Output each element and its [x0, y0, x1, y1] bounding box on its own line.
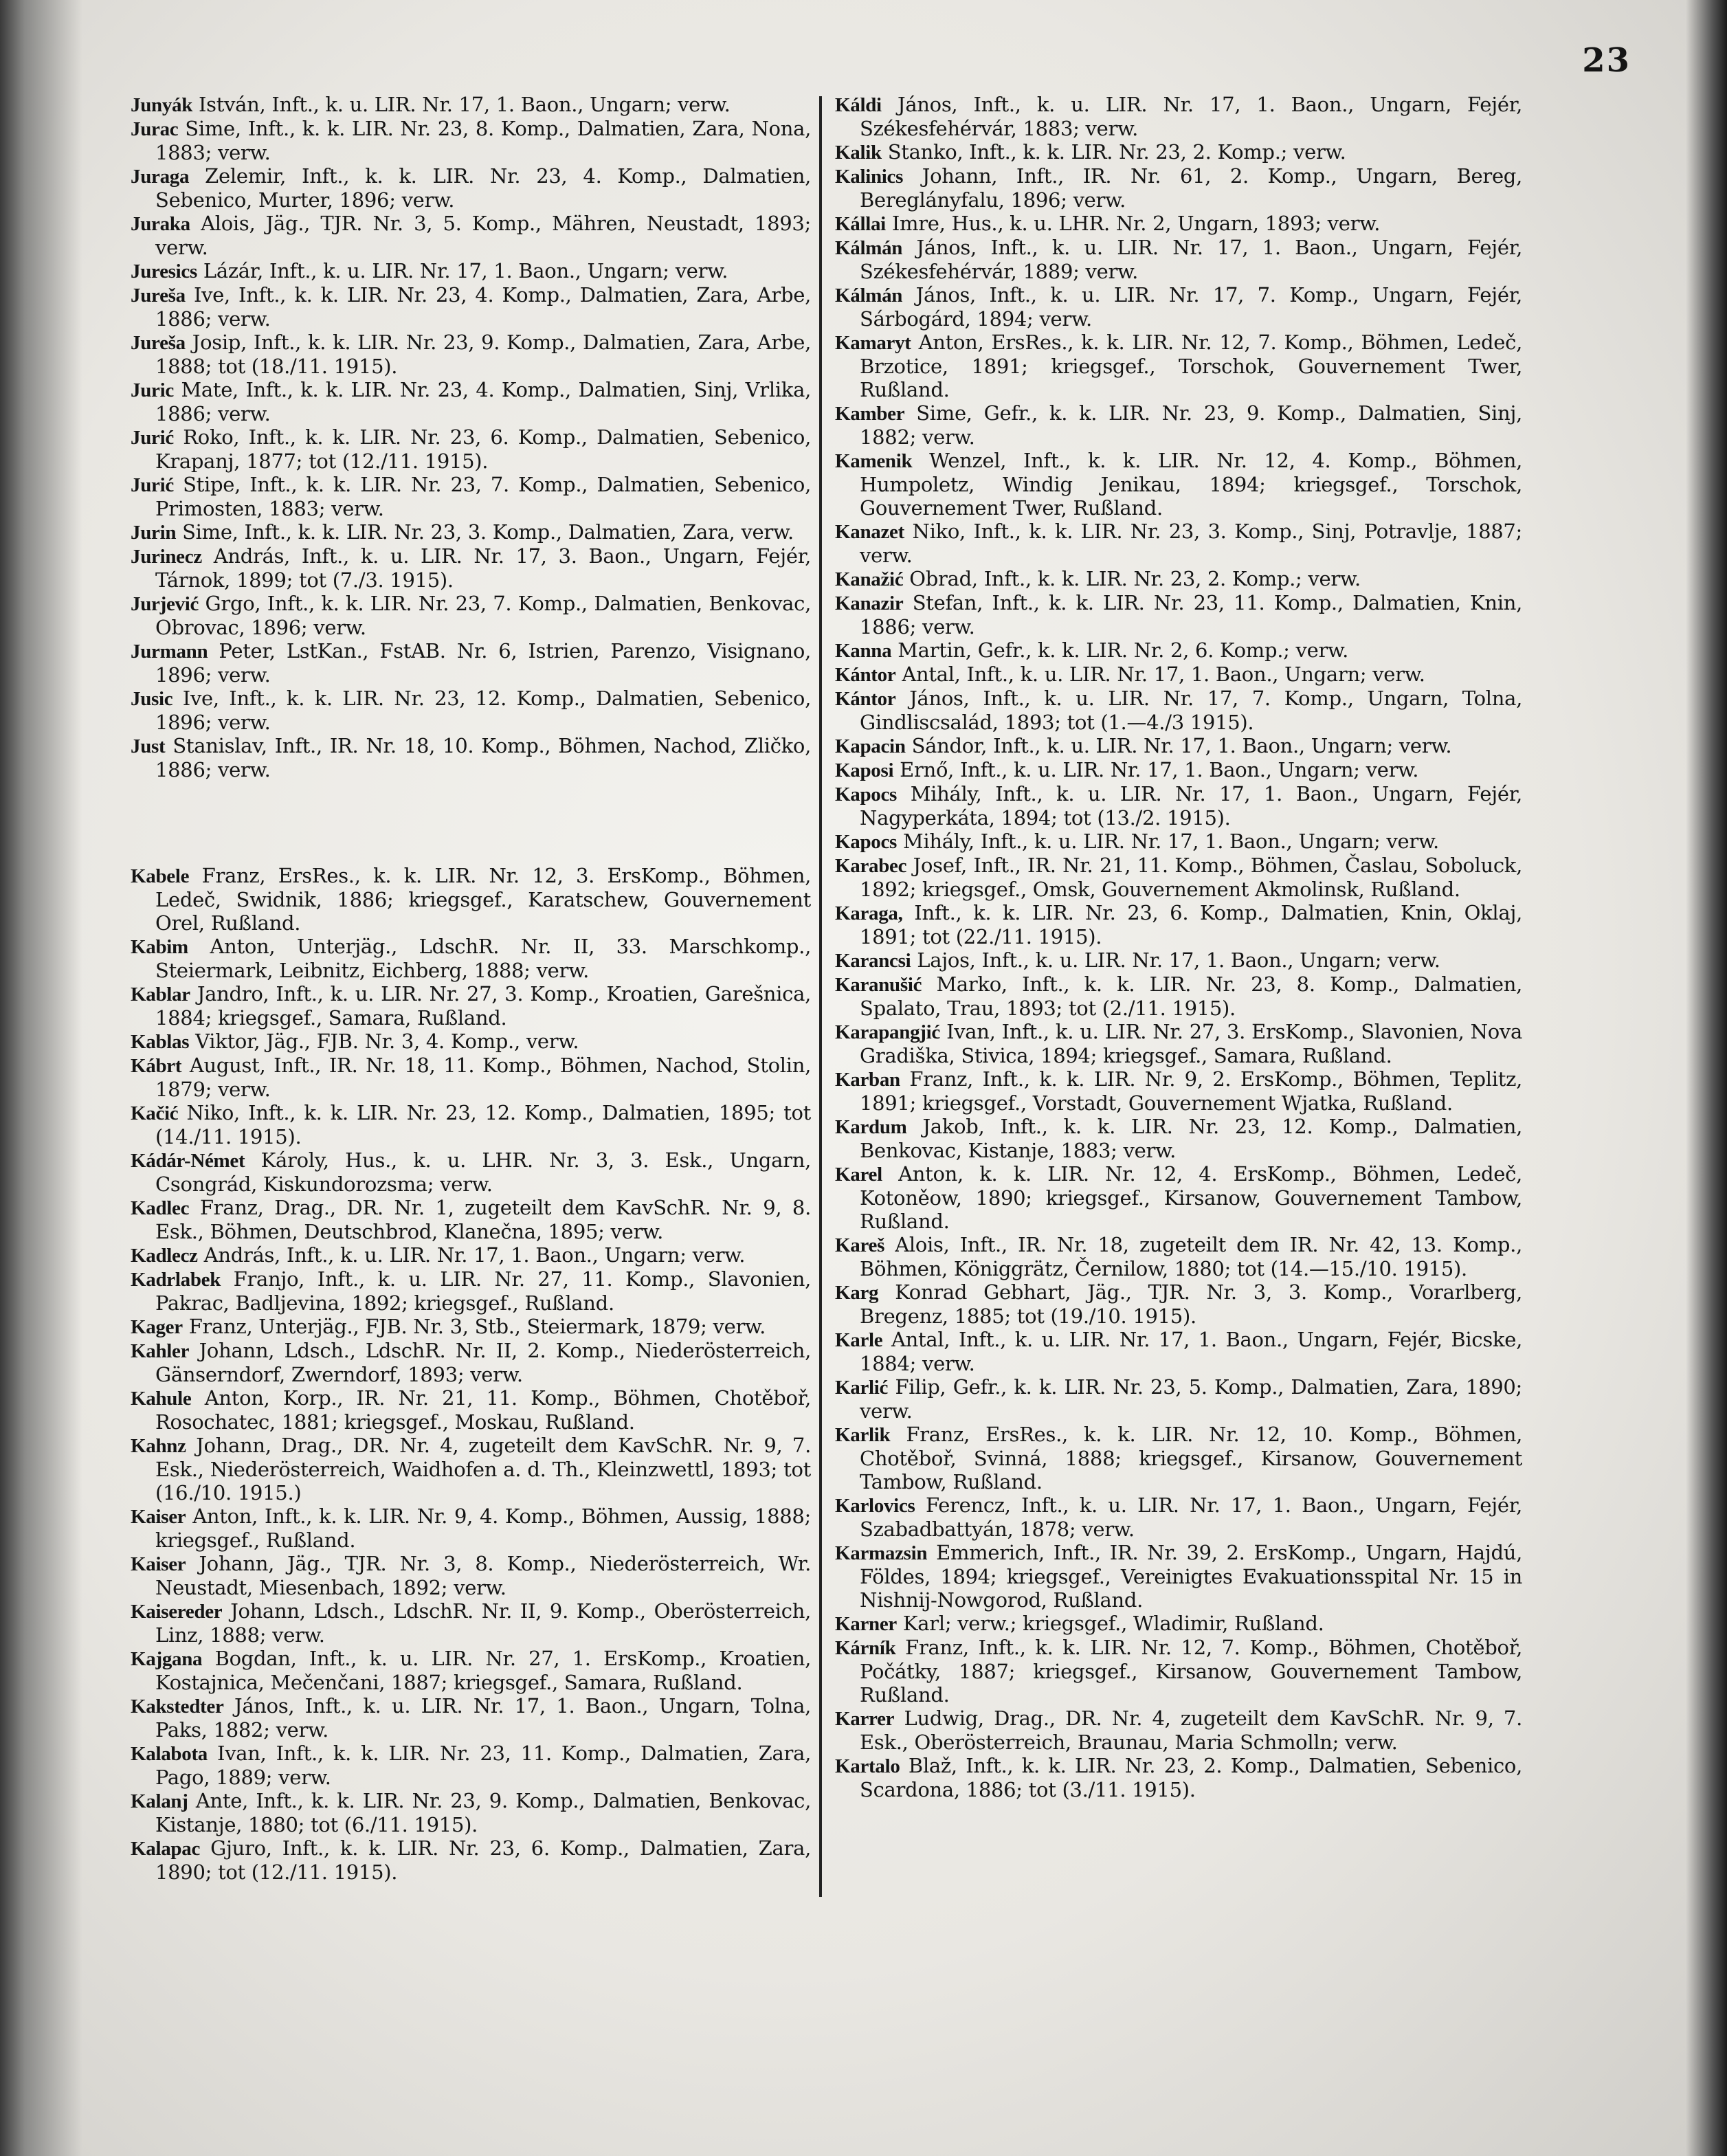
casualty-entry	[131, 378, 811, 425]
entry-surname: Jureša	[131, 285, 186, 307]
entry-surname: Kalapac	[131, 1838, 201, 1860]
entry-details: Anton, k. k. LIR. Nr. 12, 4. ErsKomp., Böhmen, Ledeč, Kotoněow, 1890; kriegsgef., Kirsanow, Gouvernement Tambow, Rußland.	[860, 1162, 1522, 1233]
entry-details: János, Inft., k. u. LIR. Nr. 17, 1. Baon., Ungarn, Fejér, Székesfehérvár, 1883; verw.	[860, 93, 1522, 140]
entry-surname: Kapacin	[835, 735, 906, 757]
entry-surname: Kálmán	[835, 285, 903, 307]
casualty-entry	[131, 1836, 811, 1884]
entry-surname: Kamaryt	[835, 332, 911, 354]
entry-surname: Kager	[131, 1316, 183, 1338]
entry-details: János, Inft., k. u. LIR. Nr. 17, 1. Baon., Ungarn, Tolna, Paks, 1882; verw.	[155, 1694, 811, 1742]
entry-surname: Kapocs	[835, 831, 898, 853]
entry-surname: Kábrt	[131, 1055, 182, 1077]
entry-details: Ferencz, Inft., k. u. LIR. Nr. 17, 1. Baon., Ungarn, Fejér, Szabadbattyán, 1878; verw.	[860, 1493, 1522, 1541]
entry-surname: Jurac	[131, 118, 179, 140]
casualty-entry	[835, 1115, 1522, 1162]
column-divider	[819, 96, 822, 1897]
casualty-entry	[835, 854, 1522, 901]
casualty-entry	[131, 1054, 811, 1101]
entry-surname: Kálmán	[835, 237, 903, 259]
entry-surname: Jurić	[131, 427, 174, 449]
entry-surname: Kahnz	[131, 1435, 186, 1457]
page-number: 23	[1582, 41, 1631, 80]
entry-details: Alois, Inft., IR. Nr. 18, zugeteilt dem IR. Nr. 42, 13. Komp., Böhmen, Königgrätz, Černilow, 1880; tot (14.—15./10. 1915).	[860, 1233, 1522, 1280]
casualty-entry	[835, 1233, 1522, 1280]
entry-details: Antal, Inft., k. u. LIR. Nr. 17, 1. Baon., Ungarn, Fejér, Bicske, 1884; verw.	[860, 1328, 1522, 1375]
entry-details: Josip, Inft., k. k. LIR. Nr. 23, 9. Komp., Dalmatien, Zara, Arbe, 1888; tot (18./11. 1915).	[155, 331, 811, 378]
casualty-entry	[131, 1243, 811, 1267]
entry-details: Mihály, Inft., k. u. LIR. Nr. 17, 1. Baon., Ungarn; verw.	[897, 830, 1439, 853]
entry-surname: Kadrlabek	[131, 1269, 221, 1291]
casualty-entry	[835, 401, 1522, 449]
entry-surname: Kajgana	[131, 1648, 203, 1670]
entry-surname: Jureša	[131, 332, 186, 354]
entry-surname: Jurin	[131, 522, 177, 544]
casualty-entry	[131, 1504, 811, 1552]
entry-details: Franz, Unterjäg., FJB. Nr. 3, Stb., Steiermark, 1879; verw.	[182, 1315, 766, 1338]
casualty-entry	[835, 212, 1522, 236]
casualty-entry	[835, 663, 1522, 687]
entry-details: Lázár, Inft., k. u. LIR. Nr. 17, 1. Baon., Ungarn; verw.	[197, 259, 728, 282]
entry-details: Filip, Gefr., k. k. LIR. Nr. 23, 5. Komp., Dalmatien, Zara, 1890; verw.	[860, 1375, 1522, 1423]
casualty-entry	[131, 864, 811, 935]
casualty-entry	[131, 1148, 811, 1196]
casualty-entry	[835, 449, 1522, 520]
entry-surname: Kaiser	[131, 1506, 186, 1528]
casualty-entry	[131, 212, 811, 259]
entry-details: Gjuro, Inft., k. k. LIR. Nr. 23, 6. Komp., Dalmatien, Zara, 1890; tot (12./11. 1915).	[155, 1836, 811, 1884]
entry-surname: Jurić	[131, 474, 174, 496]
casualty-entry	[835, 830, 1522, 854]
entry-surname: Kačić	[131, 1102, 179, 1124]
entry-surname: Juraka	[131, 213, 190, 235]
entry-details: Sime, Gefr., k. k. LIR. Nr. 23, 9. Komp., Dalmatien, Sinj, 1882; verw.	[860, 401, 1522, 449]
entry-details: Antal, Inft., k. u. LIR. Nr. 17, 1. Baon., Ungarn; verw.	[895, 663, 1425, 686]
entry-details: Viktor, Jäg., FJB. Nr. 3, 4. Komp., verw.	[189, 1030, 579, 1053]
entry-details: Anton, Korp., IR. Nr. 21, 11. Komp., Böhmen, Chotěboř, Rosochatec, 1881; kriegsgef., Moskau, Rußland.	[155, 1386, 811, 1434]
entry-surname: Kareš	[835, 1234, 885, 1256]
entry-surname: Kántor	[835, 664, 896, 686]
entry-surname: Kalinics	[835, 166, 904, 188]
casualty-entry	[131, 425, 811, 473]
casualty-entry	[131, 544, 811, 592]
entry-surname: Karanušić	[835, 974, 922, 996]
entry-surname: Karaga,	[835, 902, 903, 924]
entry-details: Johann, Inft., IR. Nr. 61, 2. Komp., Ungarn, Bereg, Bereglányfalu, 1896; verw.	[860, 164, 1522, 212]
entry-surname: Karg	[835, 1282, 879, 1304]
casualty-entry	[131, 935, 811, 982]
casualty-entry	[131, 1742, 811, 1789]
entry-surname: Kartalo	[835, 1755, 900, 1777]
entry-details: Anton, Unterjäg., LdschR. Nr. II, 33. Marschkomp., Steiermark, Leibnitz, Eichberg, 1888; verw.	[155, 935, 811, 982]
casualty-entry	[131, 1196, 811, 1243]
entry-surname: Kahule	[131, 1388, 192, 1410]
entry-details: Wenzel, Inft., k. k. LIR. Nr. 12, 4. Komp., Böhmen, Humpoletz, Windig Jenikau, 1894; kriegsgef., Torschok, Gouvernement Twer, Rußland.	[860, 449, 1522, 520]
entry-details: Károly, Hus., k. u. LHR. Nr. 3, 3. Esk., Ungarn, Csongrád, Kiskundorozsma; verw.	[155, 1148, 811, 1196]
casualty-entry	[835, 1162, 1522, 1233]
entry-details: Niko, Inft., k. k. LIR. Nr. 23, 3. Komp., Sinj, Potravlje, 1887; verw.	[860, 520, 1522, 567]
entry-details: Mate, Inft., k. k. LIR. Nr. 23, 4. Komp., Dalmatien, Sinj, Vrlika, 1886; verw.	[155, 378, 811, 425]
entry-surname: Kablas	[131, 1031, 190, 1053]
entry-details: Roko, Inft., k. k. LIR. Nr. 23, 6. Komp., Dalmatien, Sebenico, Krapanj, 1877; tot (12./11. 1915).	[155, 425, 811, 473]
entry-surname: Kardum	[835, 1116, 907, 1138]
entry-surname: Karban	[835, 1069, 900, 1091]
entry-surname: Karabec	[835, 855, 907, 877]
casualty-entry	[131, 1552, 811, 1599]
entry-surname: Kárník	[835, 1637, 896, 1659]
entry-details: Karl; verw.; kriegsgef., Wladimir, Rußland.	[897, 1612, 1324, 1635]
right-column	[835, 93, 1522, 1801]
entry-surname: Jurjević	[131, 593, 199, 615]
casualty-entry	[131, 1030, 811, 1054]
entry-surname: Karner	[835, 1613, 898, 1635]
entry-surname: Kaiser	[131, 1553, 186, 1575]
casualty-entry	[131, 1694, 811, 1742]
entry-details: Peter, LstKan., FstAB. Nr. 6, Istrien, Parenzo, Visignano, 1896; verw.	[155, 639, 811, 687]
entry-details: Franz, ErsRes., k. k. LIR. Nr. 12, 10. Komp., Böhmen, Chotěboř, Svinná, 1888; kriegsgef., Kirsanow, Gouvernement Tambow, Rußland.	[860, 1423, 1522, 1493]
casualty-entry	[835, 948, 1522, 973]
entry-surname: Kamenik	[835, 450, 913, 472]
entry-details: Franz, ErsRes., k. k. LIR. Nr. 12, 3. ErsKomp., Böhmen, Ledeč, Swidnik, 1886; kriegsgef., Karatschew, Gouvernement Orel, Rußland.	[155, 864, 811, 935]
entry-surname: Karlić	[835, 1377, 889, 1399]
casualty-entry	[835, 1707, 1522, 1754]
entry-surname: Kanažić	[835, 568, 904, 590]
entry-details: Imre, Hus., k. u. LHR. Nr. 2, Ungarn, 1893; verw.	[885, 212, 1381, 235]
casualty-entry	[131, 331, 811, 378]
entry-details: Zelemir, Inft., k. k. LIR. Nr. 23, 4. Komp., Dalmatien, Sebenico, Murter, 1896; verw.	[155, 164, 811, 212]
casualty-entry	[835, 567, 1522, 591]
entry-details: Sime, Inft., k. k. LIR. Nr. 23, 8. Komp., Dalmatien, Zara, Nona, 1883; verw.	[155, 117, 811, 164]
casualty-entry	[131, 1386, 811, 1434]
entry-details: Stanko, Inft., k. k. LIR. Nr. 23, 2. Komp.; verw.	[881, 140, 1346, 164]
entry-details: Johann, Ldsch., LdschR. Nr. II, 2. Komp., Niederösterreich, Gänserndorf, Zwerndorf, 1893; verw.	[155, 1339, 811, 1386]
entry-surname: Kapocs	[835, 784, 898, 805]
section-gap	[131, 781, 811, 864]
casualty-entry	[835, 520, 1522, 567]
entry-details: Mihály, Inft., k. u. LIR. Nr. 17, 1. Baon., Ungarn, Fejér, Nagyperkáta, 1894; tot (13./2. 1915).	[860, 782, 1522, 830]
entry-surname: Kadlecz	[131, 1245, 198, 1267]
casualty-entry	[835, 638, 1522, 663]
casualty-entry	[131, 687, 811, 734]
casualty-entry	[835, 1280, 1522, 1328]
entry-details: Johann, Drag., DR. Nr. 4, zugeteilt dem KavSchR. Nr. 9, 7. Esk., Niederösterreich, Waidhofen a. d. Th., Kleinzwettl, 1893; tot (16./10. 1915.)	[155, 1434, 811, 1504]
entry-details: Grgo, Inft., k. k. LIR. Nr. 23, 7. Komp., Dalmatien, Benkovac, Obrovac, 1896; verw.	[155, 592, 811, 639]
casualty-entry	[131, 1339, 811, 1386]
entry-details: Blaž, Inft., k. k. LIR. Nr. 23, 2. Komp., Dalmatien, Sebenico, Scardona, 1886; tot (3./11. 1915).	[860, 1754, 1522, 1801]
casualty-entry	[835, 1375, 1522, 1423]
casualty-entry	[131, 473, 811, 520]
casualty-entry	[835, 1328, 1522, 1375]
entry-surname: Karlik	[835, 1424, 891, 1446]
casualty-entry	[835, 283, 1522, 331]
entry-surname: Kaposi	[835, 759, 894, 781]
entry-surname: Kaisereder	[131, 1601, 223, 1623]
entry-details: Obrad, Inft., k. k. LIR. Nr. 23, 2. Komp.; verw.	[903, 567, 1361, 590]
entry-details: Anton, Inft., k. k. LIR. Nr. 9, 4. Komp., Böhmen, Aussig, 1888; kriegsgef., Rußland.	[155, 1504, 811, 1552]
entry-details: Ernő, Inft., k. u. LIR. Nr. 17, 1. Baon., Ungarn; verw.	[893, 758, 1419, 781]
entry-details: Ivan, Inft., k. u. LIR. Nr. 27, 3. ErsKomp., Slavonien, Nova Gradiška, Stivica, 1894; kriegsgef., Samara, Rußland.	[860, 1020, 1522, 1067]
casualty-entry	[131, 982, 811, 1030]
entry-surname: Kanazir	[835, 592, 904, 614]
entry-details: August, Inft., IR. Nr. 18, 11. Komp., Böhmen, Nachod, Stolin, 1879; verw.	[155, 1054, 811, 1101]
casualty-entry	[131, 164, 811, 212]
casualty-entry	[131, 1599, 811, 1647]
entry-surname: Juraga	[131, 166, 190, 188]
binding-shadow	[0, 0, 82, 2156]
entry-details: Alois, Jäg., TJR. Nr. 3, 5. Komp., Mähren, Neustadt, 1893; verw.	[155, 212, 811, 259]
casualty-entry	[835, 687, 1522, 734]
entry-surname: Karlovics	[835, 1495, 915, 1517]
entry-surname: Karapangjić	[835, 1021, 940, 1043]
entry-details: András, Inft., k. u. LIR. Nr. 17, 1. Baon., Ungarn; verw.	[197, 1243, 746, 1267]
entry-surname: Jusic	[131, 688, 173, 710]
entry-details: Franz, Drag., DR. Nr. 1, zugeteilt dem KavSchR. Nr. 9, 8. Esk., Böhmen, Deutschbrod, Klanečna, 1895; verw.	[155, 1196, 811, 1243]
entry-details: Stipe, Inft., k. k. LIR. Nr. 23, 7. Komp., Dalmatien, Sebenico, Primosten, 1883; verw.	[155, 473, 811, 520]
casualty-entry	[835, 1636, 1522, 1707]
entry-surname: Karancsi	[835, 950, 911, 972]
casualty-entry	[131, 1101, 811, 1148]
casualty-entry	[835, 782, 1522, 830]
casualty-entry	[131, 520, 811, 544]
casualty-entry	[835, 901, 1522, 948]
entry-surname: Jurmann	[131, 641, 208, 663]
entry-surname: Kabele	[131, 865, 190, 887]
entry-details: Johann, Jäg., TJR. Nr. 3, 8. Komp., Niederösterreich, Wr. Neustadt, Miesenbach, 1892; verw.	[155, 1552, 811, 1599]
entry-surname: Karel	[835, 1164, 882, 1186]
casualty-entry	[131, 592, 811, 639]
entry-surname: Káldi	[835, 94, 882, 116]
entry-details: Ivan, Inft., k. k. LIR. Nr. 23, 11. Komp., Dalmatien, Zara, Pago, 1889; verw.	[155, 1742, 811, 1789]
entry-details: Inft., k. k. LIR. Nr. 23, 6. Komp., Dalmatien, Knin, Oklaj, 1891; tot (22./11. 1915).	[860, 901, 1522, 948]
casualty-entry	[835, 1067, 1522, 1115]
entry-surname: Kahler	[131, 1340, 190, 1362]
entry-details: Ante, Inft., k. k. LIR. Nr. 23, 9. Komp., Dalmatien, Benkovac, Kistanje, 1880; tot (6./11. 1915).	[155, 1789, 811, 1836]
entry-details: Bogdan, Inft., k. u. LIR. Nr. 27, 1. ErsKomp., Kroatien, Kostajnica, Mečenčani, 1887; kriegsgef., Samara, Rußland.	[155, 1647, 811, 1694]
casualty-entry	[131, 1789, 811, 1836]
casualty-entry	[835, 331, 1522, 401]
entry-details: Marko, Inft., k. k. LIR. Nr. 23, 8. Komp., Dalmatien, Spalato, Trau, 1893; tot (2./11. 1915).	[860, 973, 1522, 1020]
entry-details: János, Inft., k. u. LIR. Nr. 17, 7. Komp., Ungarn, Fejér, Sárbogárd, 1894; verw.	[860, 283, 1522, 331]
entry-details: Sándor, Inft., k. u. LIR. Nr. 17, 1. Baon., Ungarn; verw.	[905, 734, 1452, 757]
left-column	[131, 93, 811, 1884]
entry-surname: Karmazsin	[835, 1542, 928, 1564]
entry-details: Stefan, Inft., k. k. LIR. Nr. 23, 11. Komp., Dalmatien, Knin, 1886; verw.	[860, 591, 1522, 638]
entry-surname: Kalik	[835, 142, 882, 164]
entry-details: Jakob, Inft., k. k. LIR. Nr. 23, 12. Komp., Dalmatien, Benkovac, Kistanje, 1883; verw.	[860, 1115, 1522, 1162]
entry-details: János, Inft., k. u. LIR. Nr. 17, 7. Komp., Ungarn, Tolna, Gindliscsalád, 1893; tot (1.—4./3 1915).	[860, 687, 1522, 734]
entry-details: Sime, Inft., k. k. LIR. Nr. 23, 3. Komp., Dalmatien, Zara, verw.	[176, 520, 794, 544]
casualty-entry	[835, 591, 1522, 638]
entry-details: Stanislav, Inft., IR. Nr. 18, 10. Komp., Böhmen, Nachod, Zličko, 1886; verw.	[155, 734, 811, 781]
entry-surname: Junyák	[131, 94, 193, 116]
entry-surname: Kadlec	[131, 1197, 190, 1219]
entry-surname: Kablar	[131, 983, 190, 1005]
casualty-entry	[131, 1647, 811, 1694]
entry-details: Franjo, Inft., k. u. LIR. Nr. 27, 11. Komp., Slavonien, Pakrac, Badljevina, 1892; kriegsgef., Rußland.	[155, 1267, 811, 1315]
entry-surname: Kabim	[131, 936, 188, 958]
entry-surname: Just	[131, 735, 166, 757]
casualty-entry	[131, 1315, 811, 1339]
casualty-entry	[131, 259, 811, 283]
entry-surname: Juresics	[131, 260, 197, 282]
casualty-entry	[835, 1754, 1522, 1801]
casualty-entry	[835, 164, 1522, 212]
casualty-entry	[835, 140, 1522, 164]
casualty-entry	[131, 1267, 811, 1315]
casualty-entry	[835, 236, 1522, 283]
entry-details: Anton, ErsRes., k. k. LIR. Nr. 12, 7. Komp., Böhmen, Ledeč, Brzotice, 1891; kriegsgef., Torschok, Gouvernement Twer, Rußland.	[860, 331, 1522, 401]
entry-surname: Kanazet	[835, 521, 904, 543]
entry-surname: Karle	[835, 1329, 883, 1351]
entry-surname: Kállai	[835, 213, 886, 235]
casualty-entry	[835, 973, 1522, 1020]
entry-details: András, Inft., k. u. LIR. Nr. 17, 3. Baon., Ungarn, Fejér, Tárnok, 1899; tot (7./3. 1915).	[155, 544, 811, 592]
casualty-entry	[835, 1493, 1522, 1541]
entry-surname: Kalanj	[131, 1790, 188, 1812]
entry-details: Franz, Inft., k. k. LIR. Nr. 12, 7. Komp., Böhmen, Chotěboř, Počátky, 1887; kriegsgef., Kirsanow, Gouvernement Tambow, Rußland.	[860, 1636, 1522, 1707]
entry-details: Emmerich, Inft., IR. Nr. 39, 2. ErsKomp., Ungarn, Hajdú, Földes, 1894; kriegsgef., Vereinigtes Evakuationsspital Nr. 15 in Nishnij-Nowgorod, Rußland.	[860, 1541, 1522, 1612]
casualty-entry	[835, 1541, 1522, 1612]
casualty-entry	[131, 734, 811, 781]
entry-surname: Kádár-Német	[131, 1150, 245, 1172]
casualty-entry	[835, 1423, 1522, 1493]
entry-details: János, Inft., k. u. LIR. Nr. 17, 1. Baon., Ungarn, Fejér, Székesfehérvár, 1889; verw.	[860, 236, 1522, 283]
casualty-entry	[131, 283, 811, 331]
casualty-entry	[835, 758, 1522, 782]
entry-surname: Kamber	[835, 403, 905, 425]
casualty-entry	[835, 1020, 1522, 1067]
entry-details: Ive, Inft., k. k. LIR. Nr. 23, 12. Komp., Dalmatien, Sebenico, 1896; verw.	[155, 687, 811, 734]
edge-shadow	[1686, 0, 1727, 2156]
casualty-entry	[131, 1434, 811, 1504]
entry-details: Konrad Gebhart, Jäg., TJR. Nr. 3, 3. Komp., Vorarlberg, Bregenz, 1885; tot (19./10. 1915).	[860, 1280, 1522, 1328]
entry-surname: Jurinecz	[131, 546, 202, 568]
entry-surname: Karrer	[835, 1708, 895, 1730]
casualty-entry	[131, 639, 811, 687]
entry-details: Ludwig, Drag., DR. Nr. 4, zugeteilt dem KavSchR. Nr. 9, 7. Esk., Oberösterreich, Braunau, Maria Schmolln; verw.	[860, 1707, 1522, 1754]
entry-details: Josef, Inft., IR. Nr. 21, 11. Komp., Böhmen, Časlau, Soboluck, 1892; kriegsgef., Omsk, Gouvernement Akmolinsk, Rußland.	[860, 854, 1522, 901]
entry-surname: Kántor	[835, 688, 896, 710]
casualty-entry	[835, 1612, 1522, 1636]
entry-details: Franz, Inft., k. k. LIR. Nr. 9, 2. ErsKomp., Böhmen, Teplitz, 1891; kriegsgef., Vorstadt, Gouvernement Wjatka, Rußland.	[860, 1067, 1522, 1115]
entry-details: Niko, Inft., k. k. LIR. Nr. 23, 12. Komp., Dalmatien, 1895; tot (14./11. 1915).	[155, 1101, 811, 1148]
entry-details: Martin, Gefr., k. k. LIR. Nr. 2, 6. Komp.; verw.	[891, 638, 1349, 662]
entry-surname: Kakstedter	[131, 1696, 224, 1718]
entry-details: Lajos, Inft., k. u. LIR. Nr. 17, 1. Baon., Ungarn; verw.	[911, 948, 1440, 972]
entry-surname: Juric	[131, 379, 174, 401]
entry-surname: Kalabota	[131, 1743, 208, 1765]
entry-details: István, Inft., k. u. LIR. Nr. 17, 1. Baon., Ungarn; verw.	[192, 93, 731, 116]
entry-surname: Kanna	[835, 640, 892, 662]
casualty-entry	[835, 93, 1522, 140]
casualty-entry	[131, 93, 811, 117]
casualty-entry	[131, 117, 811, 164]
entry-details: Johann, Ldsch., LdschR. Nr. II, 9. Komp., Oberösterreich, Linz, 1888; verw.	[155, 1599, 811, 1647]
entry-details: Jandro, Inft., k. u. LIR. Nr. 27, 3. Komp., Kroatien, Garešnica, 1884; kriegsgef., Samara, Rußland.	[155, 982, 811, 1030]
entry-details: Ive, Inft., k. k. LIR. Nr. 23, 4. Komp., Dalmatien, Zara, Arbe, 1886; verw.	[155, 283, 811, 331]
casualty-entry	[835, 734, 1522, 758]
